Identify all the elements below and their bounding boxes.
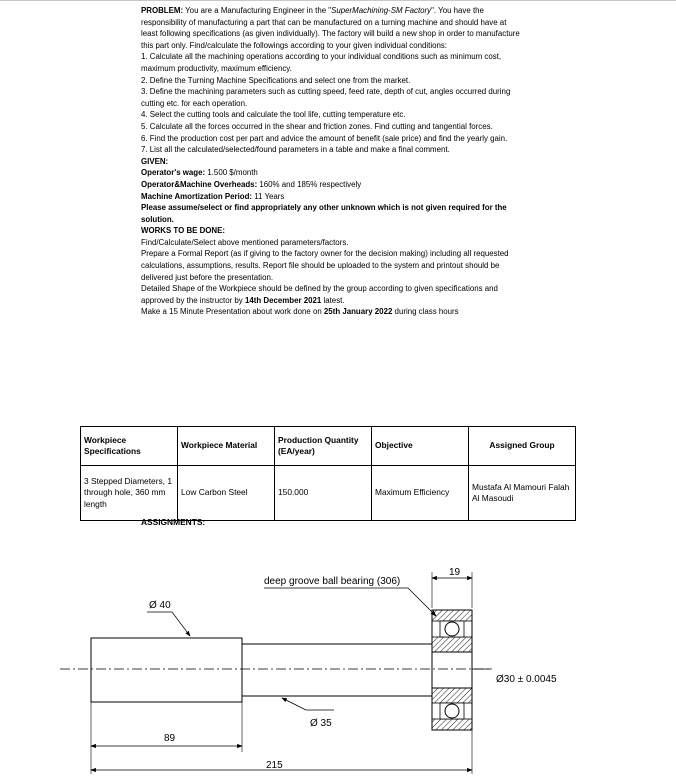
overheads-line: [141, 179, 521, 191]
works-line-4-a: Make a 15 Minute Presentation about work done on: [141, 307, 324, 317]
task-item-1: 1. Calculate all the machining operations according to your individual conditions such as minimum cost, maximum productivity, maximum efficiency.: [141, 52, 502, 73]
cell-quantity: 150.000: [275, 466, 372, 521]
cell-specifications: 3 Stepped Diameters, 1 through hole, 360 mm length: [81, 466, 178, 521]
task-item-4: 4. Select the cutting tools and calculate the tool life, cutting temperature etc.: [141, 110, 406, 120]
dim-d35-leader: [282, 698, 306, 710]
overheads-value: 160% and 185% respectively: [257, 179, 362, 189]
assignment-text: [141, 5, 521, 318]
problem-label: PROBLEM:: [141, 6, 184, 15]
cell-material: Low Carbon Steel: [178, 466, 275, 521]
task-item-5: 5. Calculate all the forces occurred in the shear and friction zones. Find cutting and tangential forces.: [141, 121, 493, 131]
works-line-1: Find/Calculate/Select above mentioned parameters/factors.: [141, 237, 349, 247]
task-item-6: 6. Find the production cost per part and advice the amount of benefit (sale price) and find the yearly gain.: [141, 133, 508, 143]
problem-paragraph: [141, 5, 521, 51]
top-rule: [0, 0, 676, 1]
shaft-step-end: [432, 652, 472, 688]
task-item-7: 7. List all the calculated/selected/found parameters in a table and make a final comment.: [141, 145, 450, 155]
works-line-3-b: latest.: [321, 295, 345, 305]
overheads-label: Operator&Machine Overheads:: [141, 179, 258, 189]
header-cell: Workpiece Material: [178, 427, 275, 466]
bearing-top: [432, 610, 472, 652]
assume-note: Please assume/select or find appropriately any other unknown which is not given required for the solution.: [141, 203, 507, 224]
works-line-2: Prepare a Formal Report (as if giving to the factory owner for the decision making) including all requested calculations, assumptions, results. Report file should be uploaded to the system and printout should be delivered just before the presentation.: [141, 249, 509, 282]
works-line-3-a: Detailed Shape of the Workpiece should be defined by the group according to given specifications and approved by the instructor by: [141, 284, 498, 305]
header-cell: Assigned Group: [469, 427, 576, 466]
bearing-label: deep groove ball bearing (306): [264, 576, 401, 587]
shaft-step-d40: [91, 638, 242, 702]
given-heading: GIVEN:: [141, 156, 169, 166]
works-line-3: [141, 283, 521, 306]
header-cell: Objective: [372, 427, 469, 466]
wage-label: Operator's wage:: [141, 168, 206, 178]
table-header-row: [81, 427, 576, 466]
factory-name: SuperMachining-SM Factory: [331, 6, 432, 15]
works-line-4-b: during class hours: [392, 307, 459, 317]
bearing-bottom: [432, 688, 472, 730]
works-line-4: [141, 306, 521, 318]
approval-date: 14th December 2021: [244, 295, 322, 305]
wage-value: 1.500 $/month: [205, 168, 258, 178]
problem-intro: You are a Manufacturing Engineer in the ": [183, 6, 332, 15]
task-item-3: 3. Define the machining parameters such as cutting speed, feed rate, depth of cut, angles occurred during cutting etc. for each operation.: [141, 87, 511, 108]
dim-89-label: 89: [164, 733, 176, 744]
task-item-2: 2. Define the Turning Machine Specifications and select one from the market.: [141, 75, 411, 85]
cell-objective: Maximum Efficiency: [372, 466, 469, 521]
shaft-technical-drawing: [0, 560, 676, 780]
dim-215-label: 215: [266, 760, 283, 771]
cell-group: Mustafa Al Mamouri Falah Al Masoudi: [469, 466, 576, 521]
header-cell: Workpiece Specifications: [81, 427, 178, 466]
amortization-line: [141, 191, 521, 203]
assignments-label: ASSIGNMENTS:: [141, 517, 206, 527]
wage-line: [141, 167, 521, 179]
dim-d40-leader: [172, 612, 190, 636]
table-row: [81, 466, 576, 521]
shaft-step-d35: [242, 644, 432, 696]
amortization-value: 11 Years: [252, 191, 285, 201]
dim-d35-label: Ø 35: [310, 718, 332, 729]
problem-intro-cont: ". You have the responsibility of manufacturing a part that can be manufactured on a turning machine and should have at least following specifications (as given individually). The factory will build a new shop in order to manufacture this part only. Find/calculate the followings according to your given individual conditions:: [141, 6, 520, 50]
works-heading: WORKS TO BE DONE:: [141, 226, 226, 236]
dim-19-label: 19: [449, 567, 461, 578]
header-cell: Production Quantity (EA/year): [275, 427, 372, 466]
amortization-label: Machine Amortization Period:: [141, 191, 253, 201]
presentation-date: 25th January 2022: [323, 307, 393, 317]
dim-d30-label: Ø30 ± 0.0045: [496, 674, 557, 685]
dim-d40-label: Ø 40: [149, 600, 171, 611]
assignment-table: [80, 426, 576, 521]
